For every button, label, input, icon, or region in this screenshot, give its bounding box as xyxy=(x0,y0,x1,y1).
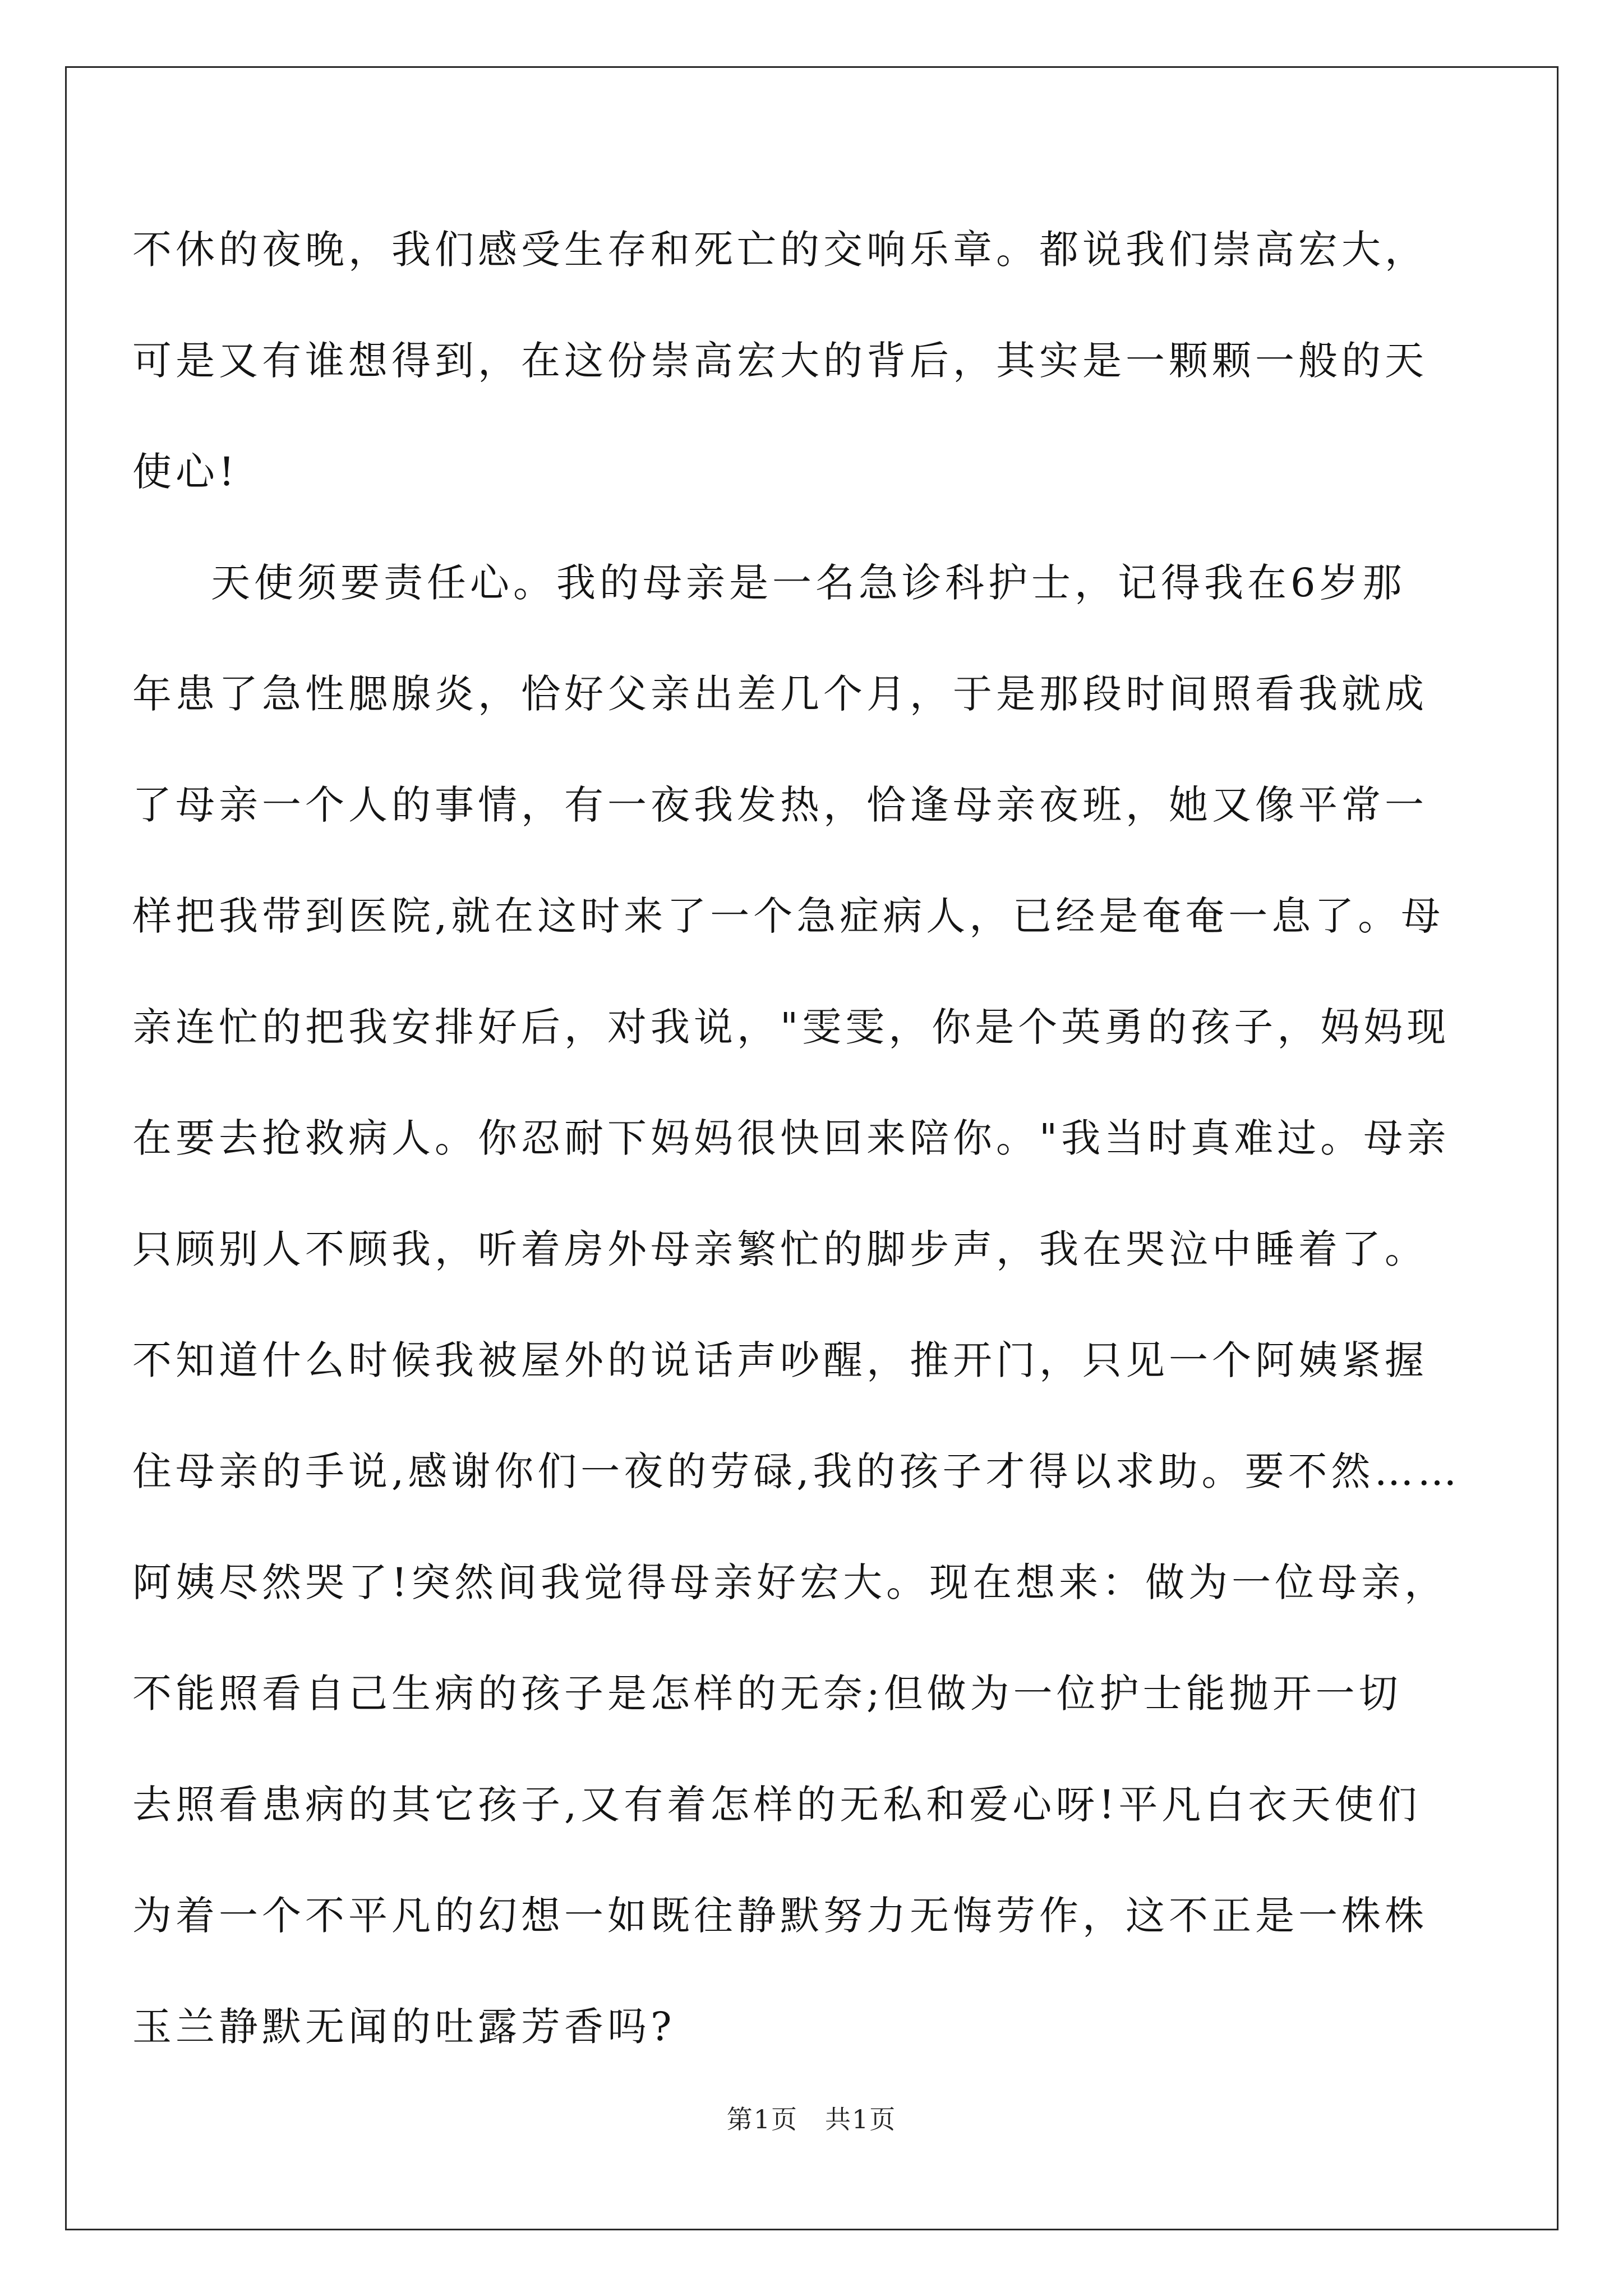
text-line: 亲连忙的把我安排好后，对我说，"雯雯，你是个英勇的孩子，妈妈现 xyxy=(132,1004,1450,1050)
text-line: 可是又有谁想得到，在这份崇高宏大的背后，其实是一颗颗一般的天 xyxy=(132,338,1428,384)
text-line: 样把我带到医院,就在这时来了一个急症病人，已经是奄奄一息了。母 xyxy=(132,893,1445,939)
text-line: 去照看患病的其它孩子,又有着怎样的无私和爱心呀!平凡白衣天使们 xyxy=(132,1782,1421,1828)
page-number-current: 第1页 xyxy=(726,2104,798,2134)
body-text xyxy=(132,194,1490,2082)
text-line: 只顾别人不顾我，听着房外母亲繁忙的脚步声，我在哭泣中睡着了。 xyxy=(132,1226,1428,1272)
page-footer xyxy=(0,2102,1623,2136)
text-line: 不能照看自己生病的孩子是怎样的无奈;但做为一位护士能抛开一切 xyxy=(132,1671,1402,1717)
text-line: 使心! xyxy=(132,449,239,495)
text-line: 玉兰静默无闻的吐露芳香吗? xyxy=(132,2004,676,2050)
text-line: 住母亲的手说,感谢你们一夜的劳碌,我的孩子才得以求助。要不然…… xyxy=(132,1448,1461,1494)
text-line: 阿姨尽然哭了!突然间我觉得母亲好宏大。现在想来：做为一位母亲， xyxy=(132,1559,1448,1605)
text-line: 不知道什么时候我被屋外的说话声吵醒，推开门，只见一个阿姨紧握 xyxy=(132,1337,1428,1383)
text-line: 在要去抢救病人。你忍耐下妈妈很快回来陪你。"我当时真难过。母亲 xyxy=(132,1115,1450,1161)
text-line: 了母亲一个人的事情，有一夜我发热，恰逢母亲夜班，她又像平常一 xyxy=(132,782,1428,828)
text-line: 为着一个不平凡的幻想一如既往静默努力无悔劳作，这不正是一株株 xyxy=(132,1893,1428,1939)
page-number-total: 共1页 xyxy=(825,2104,897,2134)
text-line: 不休的夜晚，我们感受生存和死亡的交响乐章。都说我们崇高宏大， xyxy=(132,227,1428,273)
text-line: 年患了急性腮腺炎，恰好父亲出差几个月，于是那段时间照看我就成 xyxy=(132,671,1428,717)
text-line: 天使须要责任心。我的母亲是一名急诊科护士，记得我在6岁那 xyxy=(211,560,1406,606)
